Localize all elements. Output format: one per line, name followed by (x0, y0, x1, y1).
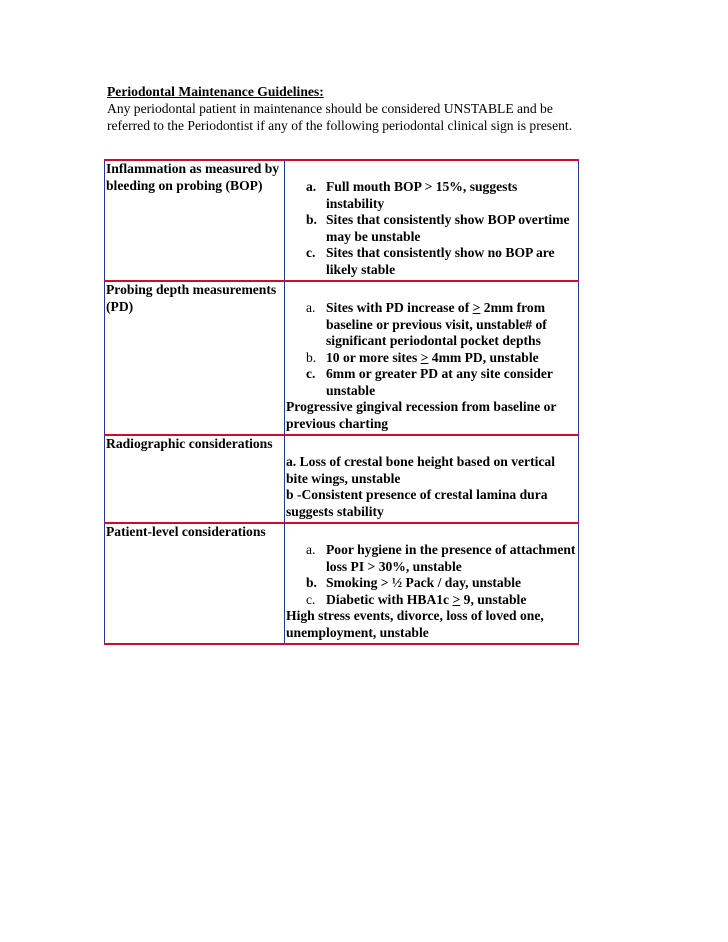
list-item (286, 592, 576, 609)
category-cell (105, 523, 285, 644)
list-item-text: 4mm PD, unstable (428, 349, 539, 365)
list-marker: c. (306, 591, 316, 607)
heading-block (107, 83, 627, 134)
criteria-line: a. Loss of crestal bone height based on vertical bite wings, unstable (286, 454, 555, 486)
criteria-cell (285, 281, 579, 435)
list-marker: b. (306, 212, 317, 227)
category-label: Inflammation as measured by bleeding on probing (BOP) (106, 161, 280, 193)
extra-note: Progressive gingival recession from baseline or previous charting (286, 399, 557, 431)
list-item (286, 575, 576, 592)
list-item (286, 245, 576, 278)
table-row (105, 523, 579, 644)
list-marker: b. (306, 575, 317, 590)
list-marker: c. (306, 366, 316, 381)
underlined-symbol: > (452, 591, 461, 607)
criteria-cell (285, 160, 579, 281)
list-item-text: 6mm or greater PD at any site consider unstable (326, 366, 553, 398)
list-item-text: Smoking > ½ Pack / day, unstable (326, 575, 522, 590)
criteria-cell (285, 435, 579, 523)
underlined-symbol: > (472, 300, 481, 315)
list-item-text: Diabetic with HBA1c (326, 591, 453, 607)
list-item (286, 366, 576, 399)
list-item-text: Sites that consistently show BOP overtime may be unstable (326, 212, 570, 244)
criteria-list (286, 300, 576, 399)
list-item (286, 212, 576, 245)
intro-line-2: referred to the Periodontist if any of the following periodontal clinical sign is present. (107, 118, 573, 133)
list-marker: c. (306, 245, 316, 260)
list-marker: b. (306, 349, 317, 365)
list-item (286, 542, 576, 575)
criteria-line: b -Consistent presence of crestal lamina dura suggests stability (286, 487, 548, 519)
criteria-list (286, 542, 576, 608)
list-item (286, 350, 576, 367)
criteria-cell (285, 523, 579, 644)
criteria-list (286, 179, 576, 278)
list-marker: a. (306, 179, 317, 194)
category-cell (105, 435, 285, 523)
underlined-symbol: > (420, 349, 429, 365)
list-item-text: 9, unstable (460, 591, 527, 607)
category-label: Probing depth measurements (PD) (106, 282, 277, 314)
extra-note: High stress events, divorce, loss of loved one, unemployment, unstable (286, 608, 544, 640)
document-title: Periodontal Maintenance Guidelines: (107, 84, 324, 99)
list-item-text: 10 or more sites (326, 349, 421, 365)
list-item-text: Poor hygiene in the presence of attachment loss PI > 30%, unstable (326, 542, 576, 574)
guidelines-table (104, 159, 579, 645)
table-row (105, 160, 579, 281)
category-label: Radiographic considerations (106, 436, 273, 451)
category-cell (105, 281, 285, 435)
table-row (105, 435, 579, 523)
category-cell (105, 160, 285, 281)
list-item (286, 300, 576, 350)
list-item-text: 2mm from baseline or previous visit, unstable# of significant periodontal pocket depths (326, 300, 547, 348)
intro-line-1: Any periodontal patient in maintenance should be considered UNSTABLE and be (107, 101, 553, 116)
list-item-text: Sites with PD increase of (326, 300, 473, 315)
list-item-text: Sites that consistently show no BOP are likely stable (326, 245, 555, 277)
list-item-text: Full mouth BOP > 15%, suggests instability (326, 179, 518, 211)
list-item (286, 179, 576, 212)
table-row (105, 281, 579, 435)
list-marker: a. (306, 542, 316, 557)
list-marker: a. (306, 300, 316, 315)
category-label: Patient-level considerations (106, 524, 266, 539)
